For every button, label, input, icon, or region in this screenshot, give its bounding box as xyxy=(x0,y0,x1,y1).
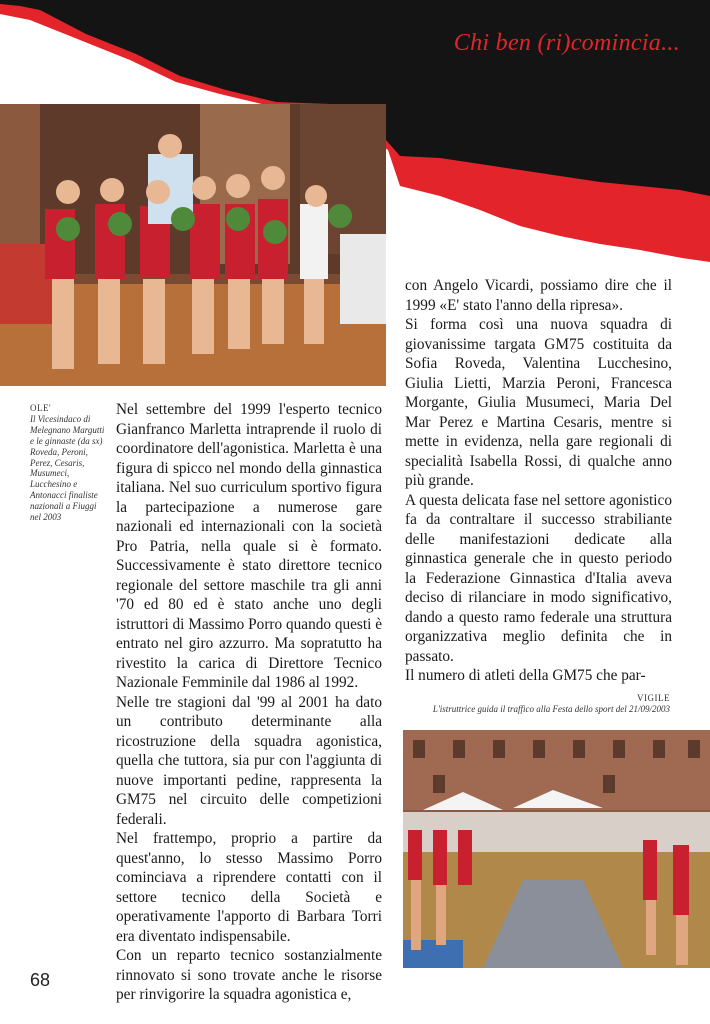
paragraph: Con un reparto tecnico sostanzialmente rinnovato si sono trovate anche le risorse per rinvigorire la squadra agonistica e, xyxy=(116,947,382,1003)
paragraph: A questa delicata fase nel settore agonistico fa da contraltare il successo strabiliante delle manifestazioni dedicate alla ginnastica generale che in questo periodo la Federazione Ginnastica d'Italia aveva deciso di rilanciare in modo significativo, dando a questo ramo federale una struttura organizzativa meglio definita che in passato. xyxy=(405,491,672,665)
top-photo-caption xyxy=(30,403,108,523)
bottom-photo-caption-head: VIGILE xyxy=(637,693,670,703)
article-column-right xyxy=(405,276,672,686)
paragraph: Si forma così una nuova squadra di giovanissime targata GM75 costituita da Sofia Roveda, Valentina Lucchesino, Giulia Lietti, Marzia Peroni, Francesca Morgante, Giulia Musumeci, Maria Del Mar Perez e Martina Cesaris, mentre si mette in evidenza, nella gare regionali di specialità Isabella Rossi, di qualche anno più grande. xyxy=(405,316,672,489)
paragraph: Nelle tre stagioni dal '99 al 2001 ha dato un contributo determinante alla ricostruzione della squadra agonistica, quella che tuttora, sia pur con l'aggiunta di nuove importanti pedine, rappresenta la GM75 nel circuito delle competizioni federali. xyxy=(116,693,382,828)
article-column-left xyxy=(116,400,382,1005)
paragraph: Nel frattempo, proprio a partire da quest'anno, lo stesso Massimo Porro cominciava a riprendere contatti con il settore tecnico della Società e operativamente l'apporto di Barbara Torri era diventato indispensabile. xyxy=(116,830,382,945)
top-photo-caption-head: OLE' xyxy=(30,403,52,413)
festival-square-photo xyxy=(403,730,710,968)
paragraph: Nel settembre del 1999 l'esperto tecnico Gianfranco Marletta intraprende il ruolo di coordinatore dell'agonistica. Marletta è una figura di spicco nel mondo della ginnastica italiana. Nel suo curriculum sportivo figura la partecipazione a numerose gare nazionali ed internazionali con la società Pro Patria, nella quale si è formato. Successivamente è stato direttore tecnico regionale del settore maschile tra gli anni '70 ed 80 ed è stato anche uno degli istruttori di Massimo Porro quando questi è entrato nel giro azzurro. Ma sopratutto ha rivestito la carica di Direttore Tecnico Nazionale Femminile dal 1986 al 1992. xyxy=(116,401,382,691)
page-number: 68 xyxy=(30,970,51,990)
bottom-photo-caption-text: L'istruttrice guida il traffico alla Festa dello sport del 21/09/2003 xyxy=(432,704,670,714)
article-title: Chi ben (ri)comincia... xyxy=(453,30,680,56)
gymnasts-group-photo xyxy=(0,104,386,386)
paragraph: Il numero di atleti della GM75 che par- xyxy=(405,667,646,684)
top-photo-caption-text: Il Vicesindaco di Melegnano Margutti e le ginnaste (da sx) Roveda, Peroni, Perez, Cesaris, Musumeci, Lucchesino e Antonacci finaliste nazionali a Fiuggi nel 2003 xyxy=(30,413,105,523)
paragraph: con Angelo Vicardi, possiamo dire che il 1999 «E' stato l'anno della ripresa». xyxy=(405,277,672,314)
bottom-photo-caption xyxy=(403,693,670,715)
